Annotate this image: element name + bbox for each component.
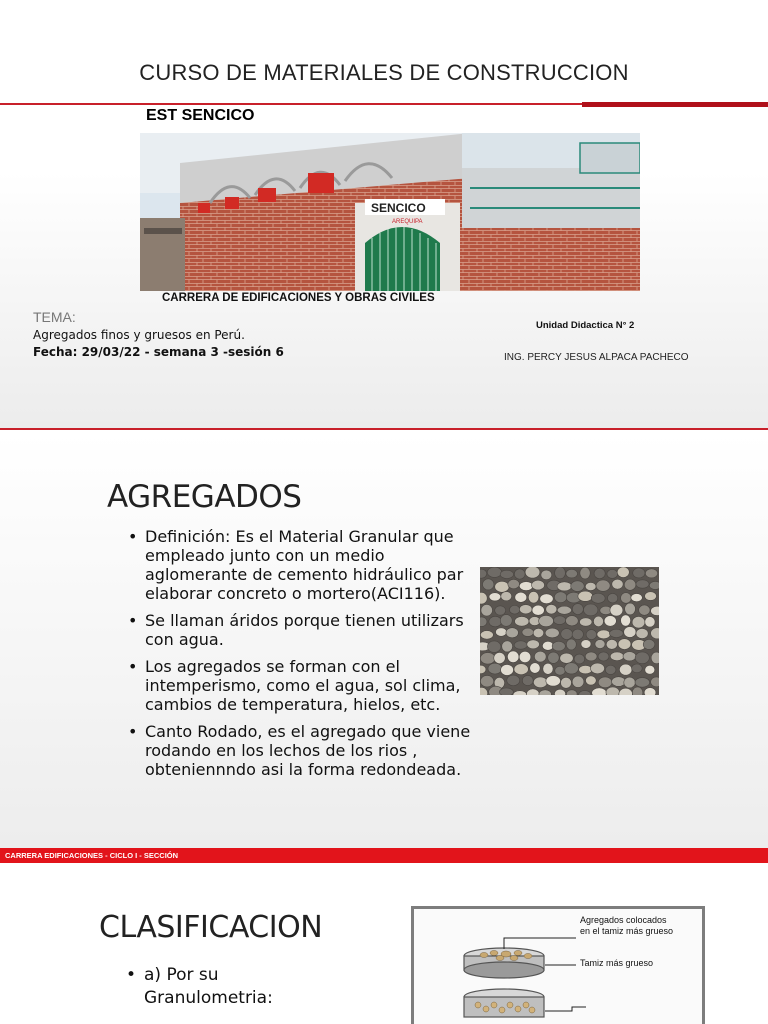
bullet-line: Canto Rodado, es el agregado que viene	[145, 722, 471, 741]
bullet-item	[126, 722, 488, 779]
bullet-line: intemperismo, como el agua, sol clima,	[145, 676, 461, 695]
bullet-item	[126, 527, 488, 603]
school-name: EST SENCICO	[146, 107, 255, 124]
building-sign: SENCICO	[371, 201, 426, 215]
bullet-line: obteniennndo asi la forma redondeada.	[145, 760, 462, 779]
bullet-item	[126, 657, 488, 714]
bullet-icon: •	[128, 722, 138, 741]
slide-title: CLASIFICACION	[99, 910, 323, 945]
bullet-list	[126, 527, 488, 787]
title-slide	[0, 0, 768, 430]
bullet-line: Los agregados se forman con el	[145, 657, 400, 676]
bullet-line: Granulometria:	[144, 988, 273, 1008]
topic-text: Agregados finos y gruesos en Perú.	[33, 328, 245, 342]
sieve-diagram	[411, 906, 705, 1024]
building-photo	[140, 133, 640, 291]
bullet-icon: •	[126, 965, 137, 985]
footer-text: CARRERA EDIFICACIONES - CICLO I - SECCIÓN	[5, 851, 179, 860]
bullet-icon: •	[128, 527, 138, 546]
diagram-label-top	[580, 915, 673, 937]
date-line: Fecha: 29/03/22 - semana 3 -sesión 6	[33, 345, 284, 359]
slide-gap	[0, 863, 768, 866]
slide-gap	[0, 430, 768, 433]
bullet-icon: •	[128, 657, 138, 676]
bullet-line: aglomerante de cemento hidráulico par	[145, 565, 464, 584]
bullet-line: empleado junto con un medio	[145, 546, 385, 565]
instructor-name: ING. PERCY JESUS ALPACA PACHECO	[504, 352, 689, 363]
bullet-icon: •	[128, 611, 138, 630]
bullet-line: elaborar concreto o mortero(ACI116).	[145, 584, 446, 603]
unit-label: Unidad Didactica N° 2	[536, 320, 635, 331]
pebbles-photo	[480, 567, 659, 695]
building-sign-sub: AREQUIPA	[392, 219, 423, 225]
bullet-item	[126, 964, 273, 1010]
bullet-line: cambios de temperatura, hielos, etc.	[145, 695, 441, 714]
footer-bar	[0, 848, 768, 863]
career-name: CARRERA DE EDIFICACIONES Y OBRAS CIVILES	[162, 292, 435, 304]
diagram-label-line: Agregados colocados	[580, 915, 667, 925]
bullet-item	[126, 611, 488, 649]
slide-title: AGREGADOS	[107, 479, 302, 515]
header-divider-accent	[582, 102, 768, 107]
course-title: CURSO DE MATERIALES DE CONSTRUCCION	[139, 60, 629, 85]
diagram-label-line: en el tamiz más grueso	[580, 926, 674, 936]
bullet-line: Definición: Es el Material Granular que	[145, 527, 454, 546]
diagram-label-sieve: Tamiz más grueso	[580, 958, 654, 968]
tema-label: TEMA:	[33, 309, 76, 325]
clasificacion-slide	[0, 866, 768, 1024]
bullet-line: a) Por su	[144, 965, 219, 985]
bullet-line: rodando en los lechos de los rios ,	[145, 741, 418, 760]
bullet-line: Se llaman áridos porque tienen utilizars	[145, 611, 464, 630]
bullet-line: con agua.	[145, 630, 224, 649]
agregados-slide	[0, 433, 768, 863]
